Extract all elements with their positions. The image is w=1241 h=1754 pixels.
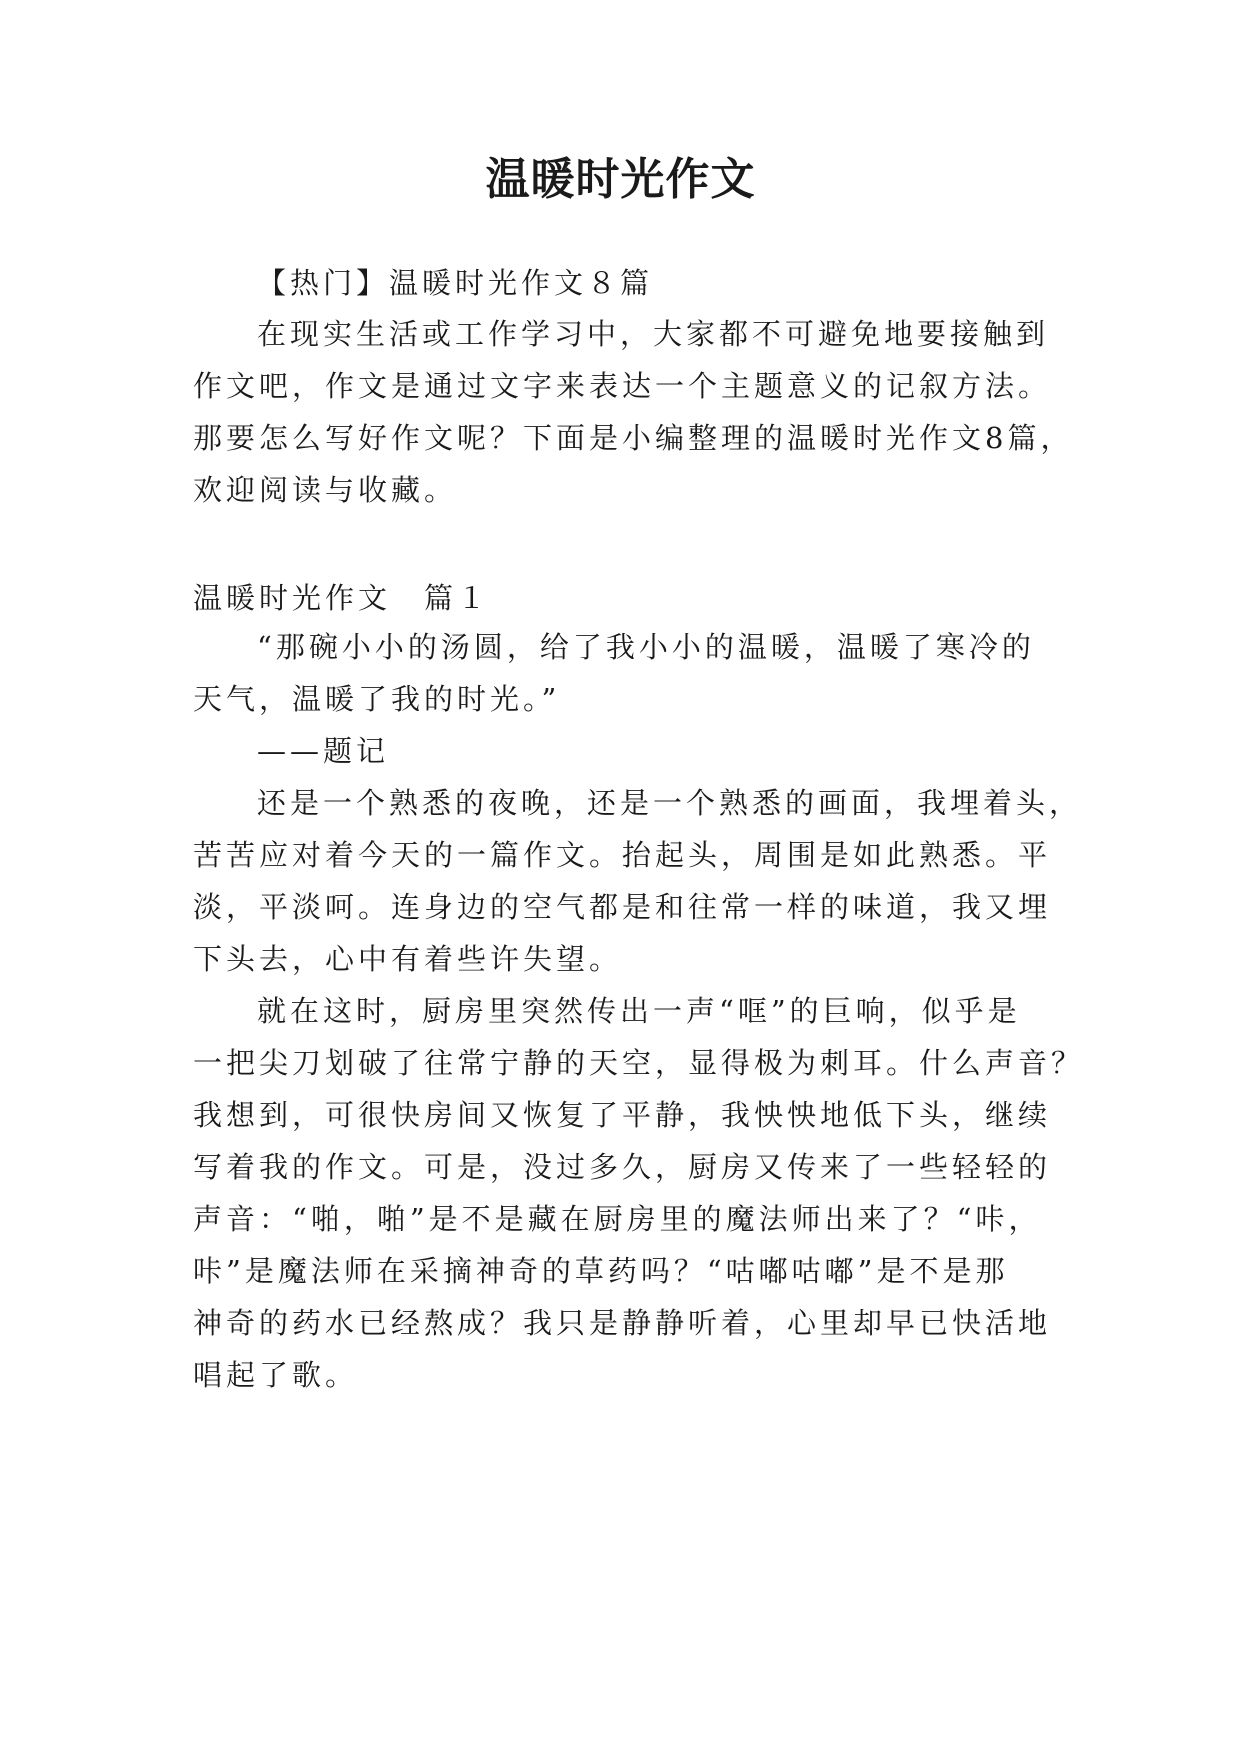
intro-line-1: 在现实生活或工作学习中，大家都不可避免地要接触到 <box>257 317 1050 351</box>
paragraph-1-line-4: 下头去，心中有着些许失望。 <box>193 942 623 976</box>
epigraph-line-1: “那碗小小的汤圆，给了我小小的温暖，温暖了寒冷的 <box>257 630 1035 664</box>
paragraph-2-line-6: 咔”是魔法师在采摘神奇的草药吗？“咕嘟咕嘟”是不是那 <box>193 1254 1009 1288</box>
paragraph-1-line-2: 苦苦应对着今天的一篇作文。抬起头，周围是如此熟悉。平 <box>193 838 1052 872</box>
epigraph-line-2: 天气，温暖了我的时光。” <box>193 682 561 716</box>
section-heading: 温暖时光作文 篇１ <box>193 581 491 615</box>
paragraph-2-line-3: 我想到，可很快房间又恢复了平静，我怏怏地低下头，继续 <box>193 1098 1052 1132</box>
document-title: 温暖时光作文 <box>485 154 756 205</box>
paragraph-1-line-3: 淡，平淡呵。连身边的空气都是和往常一样的味道，我又埋 <box>193 890 1052 924</box>
paragraph-2-line-8: 唱起了歌。 <box>193 1358 359 1392</box>
paragraph-2-line-5: 声音：“啪，啪”是不是藏在厨房里的魔法师出来了？“咔， <box>193 1202 1042 1236</box>
intro-line-2: 作文吧，作文是通过文字来表达一个主题意义的记叙方法。 <box>193 369 1052 403</box>
paragraph-1-line-1: 还是一个熟悉的夜晚，还是一个熟悉的画面，我埋着头， <box>257 786 1083 820</box>
paragraph-2-line-1: 就在这时，厨房里突然传出一声“哐”的巨响，似乎是 <box>257 994 1021 1028</box>
epigraph-attribution: ——题记 <box>257 734 390 768</box>
document-subtitle: 【热门】温暖时光作文８篇 <box>257 266 654 300</box>
paragraph-2-line-4: 写着我的作文。可是，没过多久，厨房又传来了一些轻轻的 <box>193 1150 1052 1184</box>
paragraph-2-line-7: 神奇的药水已经熬成？我只是静静听着，心里却早已快活地 <box>193 1306 1052 1340</box>
intro-line-3: 那要怎么写好作文呢？下面是小编整理的温暖时光作文8篇， <box>193 421 1074 455</box>
intro-line-4: 欢迎阅读与收藏。 <box>193 473 458 507</box>
paragraph-2-line-2: 一把尖刀划破了往常宁静的天空，显得极为刺耳。什么声音？ <box>193 1046 1085 1080</box>
